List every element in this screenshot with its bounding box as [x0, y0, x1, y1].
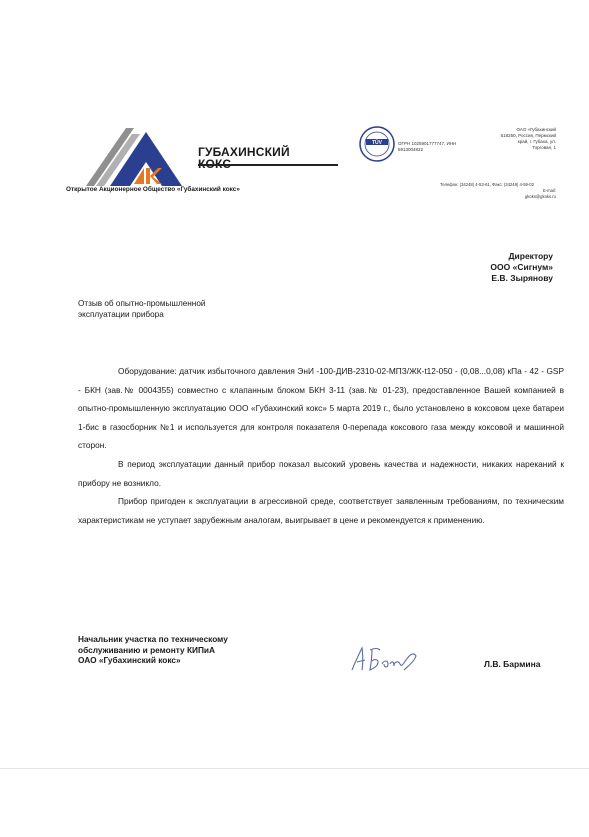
company-contacts: Телефон: (34248) 4-53-61, Факс: (34248) 4-59-02 E-mail: gkoks@gkoks.ru	[440, 182, 556, 199]
body-paragraph: В период эксплуатации данный прибор показал высокий уровень качества и надежности, никаких нареканий к прибору не возникло.	[78, 458, 564, 488]
signatory-name: Л.В. Бармина	[484, 659, 541, 669]
cert-badge-text: TÜV	[372, 140, 382, 146]
company-full-name: Открытое Акционерное Общество «Губахинский кокс»	[66, 186, 240, 193]
handwritten-signature	[348, 642, 420, 676]
body-paragraph: Прибор пригоден к эксплуатации в агрессивной среде, соответствует заявленным требованиям, по техническим характеристикам не уступает зарубежным аналогам, выигрывает в цене и рекомендуется к применению.	[78, 496, 564, 525]
company-address: ОАО «Губахинский 618250, Россия, Пермский край, г. Губаха, ул. Торговая, 1	[500, 127, 556, 150]
page-bottom-edge	[0, 768, 589, 769]
body-paragraph: Оборудование: датчик избыточного давления ЭнИ -100-ДИВ-2310-02-МПЗ/ЖК-t12-050 - (0,08...0,08) кПа - 42 - GSP - БКН (зав.№ 0004355) совместно с клапанным блоком БКН 3-11 (зав.№ 01-23), предоставленное Вашей компанией в опытно-промышленную эксплуатацию ООО «Губахинский кокс» 5 марта 2019 г., было установлено в коксовом цехе батареи 1-бис в газосборник №1 и используется для контроля показателя 0-перепада коксового газа между коксовой и машинной сторон.	[78, 366, 564, 451]
signatory-title: Начальник участка по техническому обслуживанию и ремонту КИПиА ОАО «Губахинский кокс»	[78, 634, 228, 665]
logo-rule	[198, 164, 338, 166]
letter-body	[78, 362, 564, 529]
email-link[interactable]: gkoks@gkoks.ru	[524, 194, 556, 199]
company-logo-icon	[86, 128, 190, 186]
certification-badge-icon	[358, 125, 396, 163]
letter-subject: Отзыв об опытно-промышленной эксплуатации прибора	[78, 299, 206, 319]
addressee-block: Директору ООО «Сигнум» Е.В. Зырянову	[490, 251, 553, 283]
company-name: ГУБАХИНСКИЙ	[198, 145, 290, 159]
registration-details: ОГРН 1025901777747, ИНН 5913004822	[398, 141, 457, 152]
